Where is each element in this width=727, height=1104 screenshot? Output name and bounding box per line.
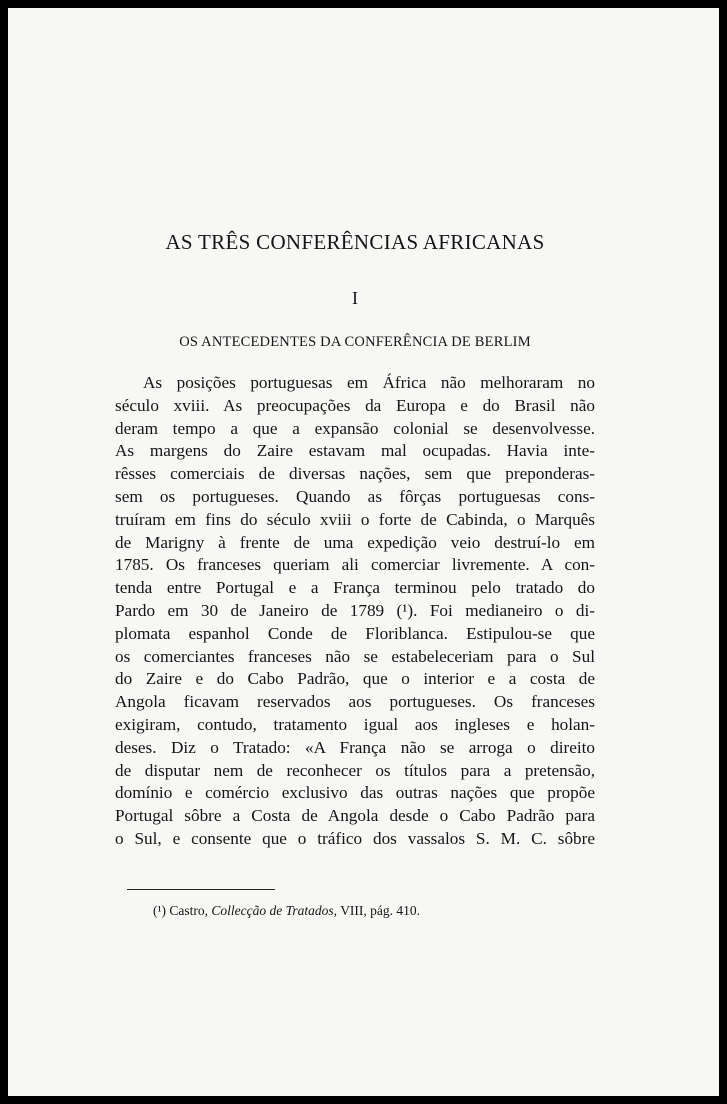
footnote-reference: VIII, pág. 410. [340, 903, 421, 918]
text-line: domínio e comércio exclusivo das outras nações que propõe [115, 783, 595, 803]
text-line: século xviii. As preocupações da Europa e do Brasil não [115, 395, 595, 415]
footnote-author: Castro, [169, 903, 209, 918]
text-line: 1785. Os franceses queriam ali comerciar livremente. A con- [115, 555, 595, 575]
text-line: o Sul, e consente que o tráfico dos vassalos S. M. C. sôbre [115, 828, 595, 848]
text-line: As posições portuguesas em África não melhoraram no [143, 373, 595, 392]
footnote-divider [127, 889, 275, 890]
footnote [153, 903, 420, 919]
text-line: truíram em fins do século xviii o forte de Cabinda, o Marquês [115, 509, 595, 529]
text-line: tenda entre Portugal e a França terminou pelo tratado do [115, 578, 595, 598]
text-line: As margens do Zaire estavam mal ocupadas. Havia inte- [115, 441, 595, 461]
text-line: deram tempo a que a expansão colonial se desenvolvesse. [115, 418, 595, 438]
text-line: Angola ficavam reservados aos portugueses. Os franceses [115, 692, 595, 712]
text-line: de Marigny à frente de uma expedição veio destruí-lo em [115, 532, 595, 552]
section-number: I [352, 288, 358, 308]
text-line: deses. Diz o Tratado: «A França não se arroga o direito [115, 737, 595, 757]
text-line: plomata espanhol Conde de Floriblanca. Estipulou-se que [115, 623, 595, 643]
text-line: de disputar nem de reconhecer os títulos para a pretensão, [115, 760, 595, 780]
text-line: exigiram, contudo, tratamento igual aos ingleses e holan- [115, 714, 595, 734]
text-line: Pardo em 30 de Janeiro de 1789 (¹). Foi medianeiro o di- [115, 600, 595, 620]
chapter-title: AS TRÊS CONFERÊNCIAS AFRICANAS [165, 230, 545, 254]
text-line: sem os portugueses. Quando as fôrças portuguesas cons- [115, 486, 595, 506]
section-title: OS ANTECEDENTES DA CONFERÊNCIA DE BERLIM [179, 334, 531, 350]
text-line: os comerciantes franceses não se estabeleceriam para o Sul [115, 646, 595, 666]
footnote-work: Collecção de Tratados, [211, 903, 338, 918]
text-line: Portugal sôbre a Costa de Angola desde o Cabo Padrão para [115, 806, 595, 826]
text-line: do Zaire e do Cabo Padrão, que o interior e a costa de [115, 669, 595, 689]
page-sheet [8, 8, 719, 1096]
body-paragraph [115, 372, 595, 851]
text-line: rêsses comerciais de diversas nações, sem que preponderas- [115, 464, 595, 484]
footnote-marker: (¹) [153, 903, 167, 918]
